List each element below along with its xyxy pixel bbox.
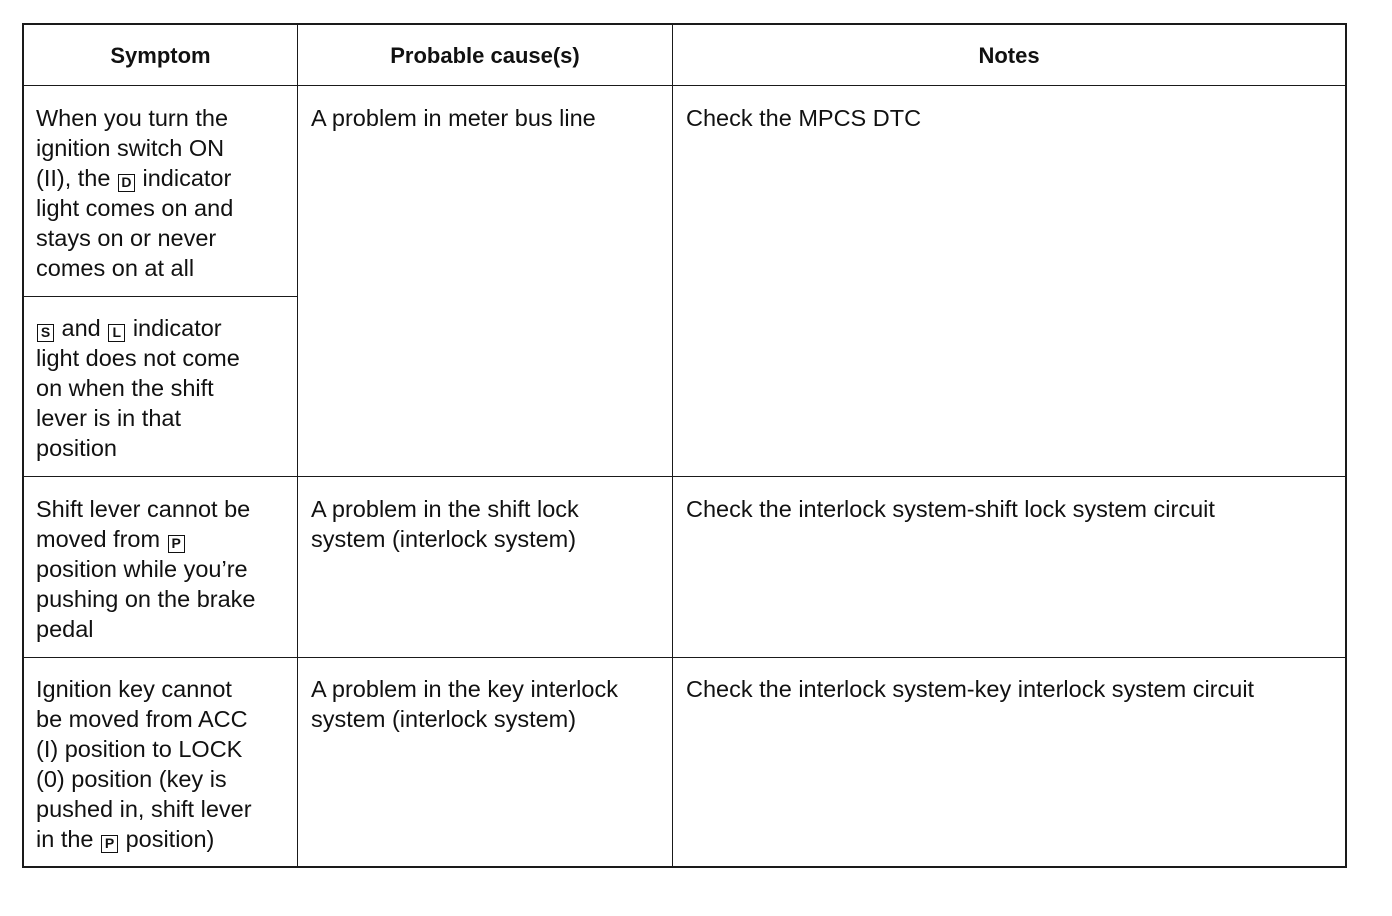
notes-cell: Check the interlock system-key interlock system circuit: [686, 676, 1255, 702]
notes-cell: Check the MPCS DTC: [686, 105, 922, 131]
l-indicator-icon: L: [108, 324, 125, 342]
notes-cell: Check the interlock system-shift lock system circuit: [686, 496, 1215, 522]
row-divider: [24, 476, 1345, 477]
d-indicator-icon: D: [118, 174, 135, 192]
symptom-cell: When you turn the ignition switch ON (II), the D indicator light comes on and stays on or never comes on at all: [36, 105, 234, 281]
s-indicator-icon: S: [37, 324, 54, 342]
column-divider: [672, 25, 673, 866]
header-probable-cause: Probable cause(s): [390, 42, 580, 68]
column-divider: [297, 25, 298, 866]
header-notes: Notes: [978, 42, 1040, 68]
row-divider: [24, 296, 297, 297]
symptom-cell: Shift lever cannot be moved from P position while you’re pushing on the brake pedal: [36, 496, 256, 642]
troubleshooting-table: [22, 23, 1347, 868]
cause-cell: A problem in the key interlock system (interlock system): [311, 676, 618, 732]
p-position-icon: P: [101, 835, 118, 853]
symptom-cell: S and L indicator light does not come on when the shift lever is in that position: [36, 315, 240, 461]
cause-cell: A problem in the shift lock system (interlock system): [311, 496, 579, 552]
row-divider: [24, 657, 1345, 658]
symptom-cell: Ignition key cannot be moved from ACC (I) position to LOCK (0) position (key is pushed in, shift lever in the P position): [36, 676, 252, 852]
p-position-icon: P: [168, 535, 185, 553]
header-symptom: Symptom: [110, 42, 211, 68]
cause-cell: A problem in meter bus line: [311, 105, 596, 131]
